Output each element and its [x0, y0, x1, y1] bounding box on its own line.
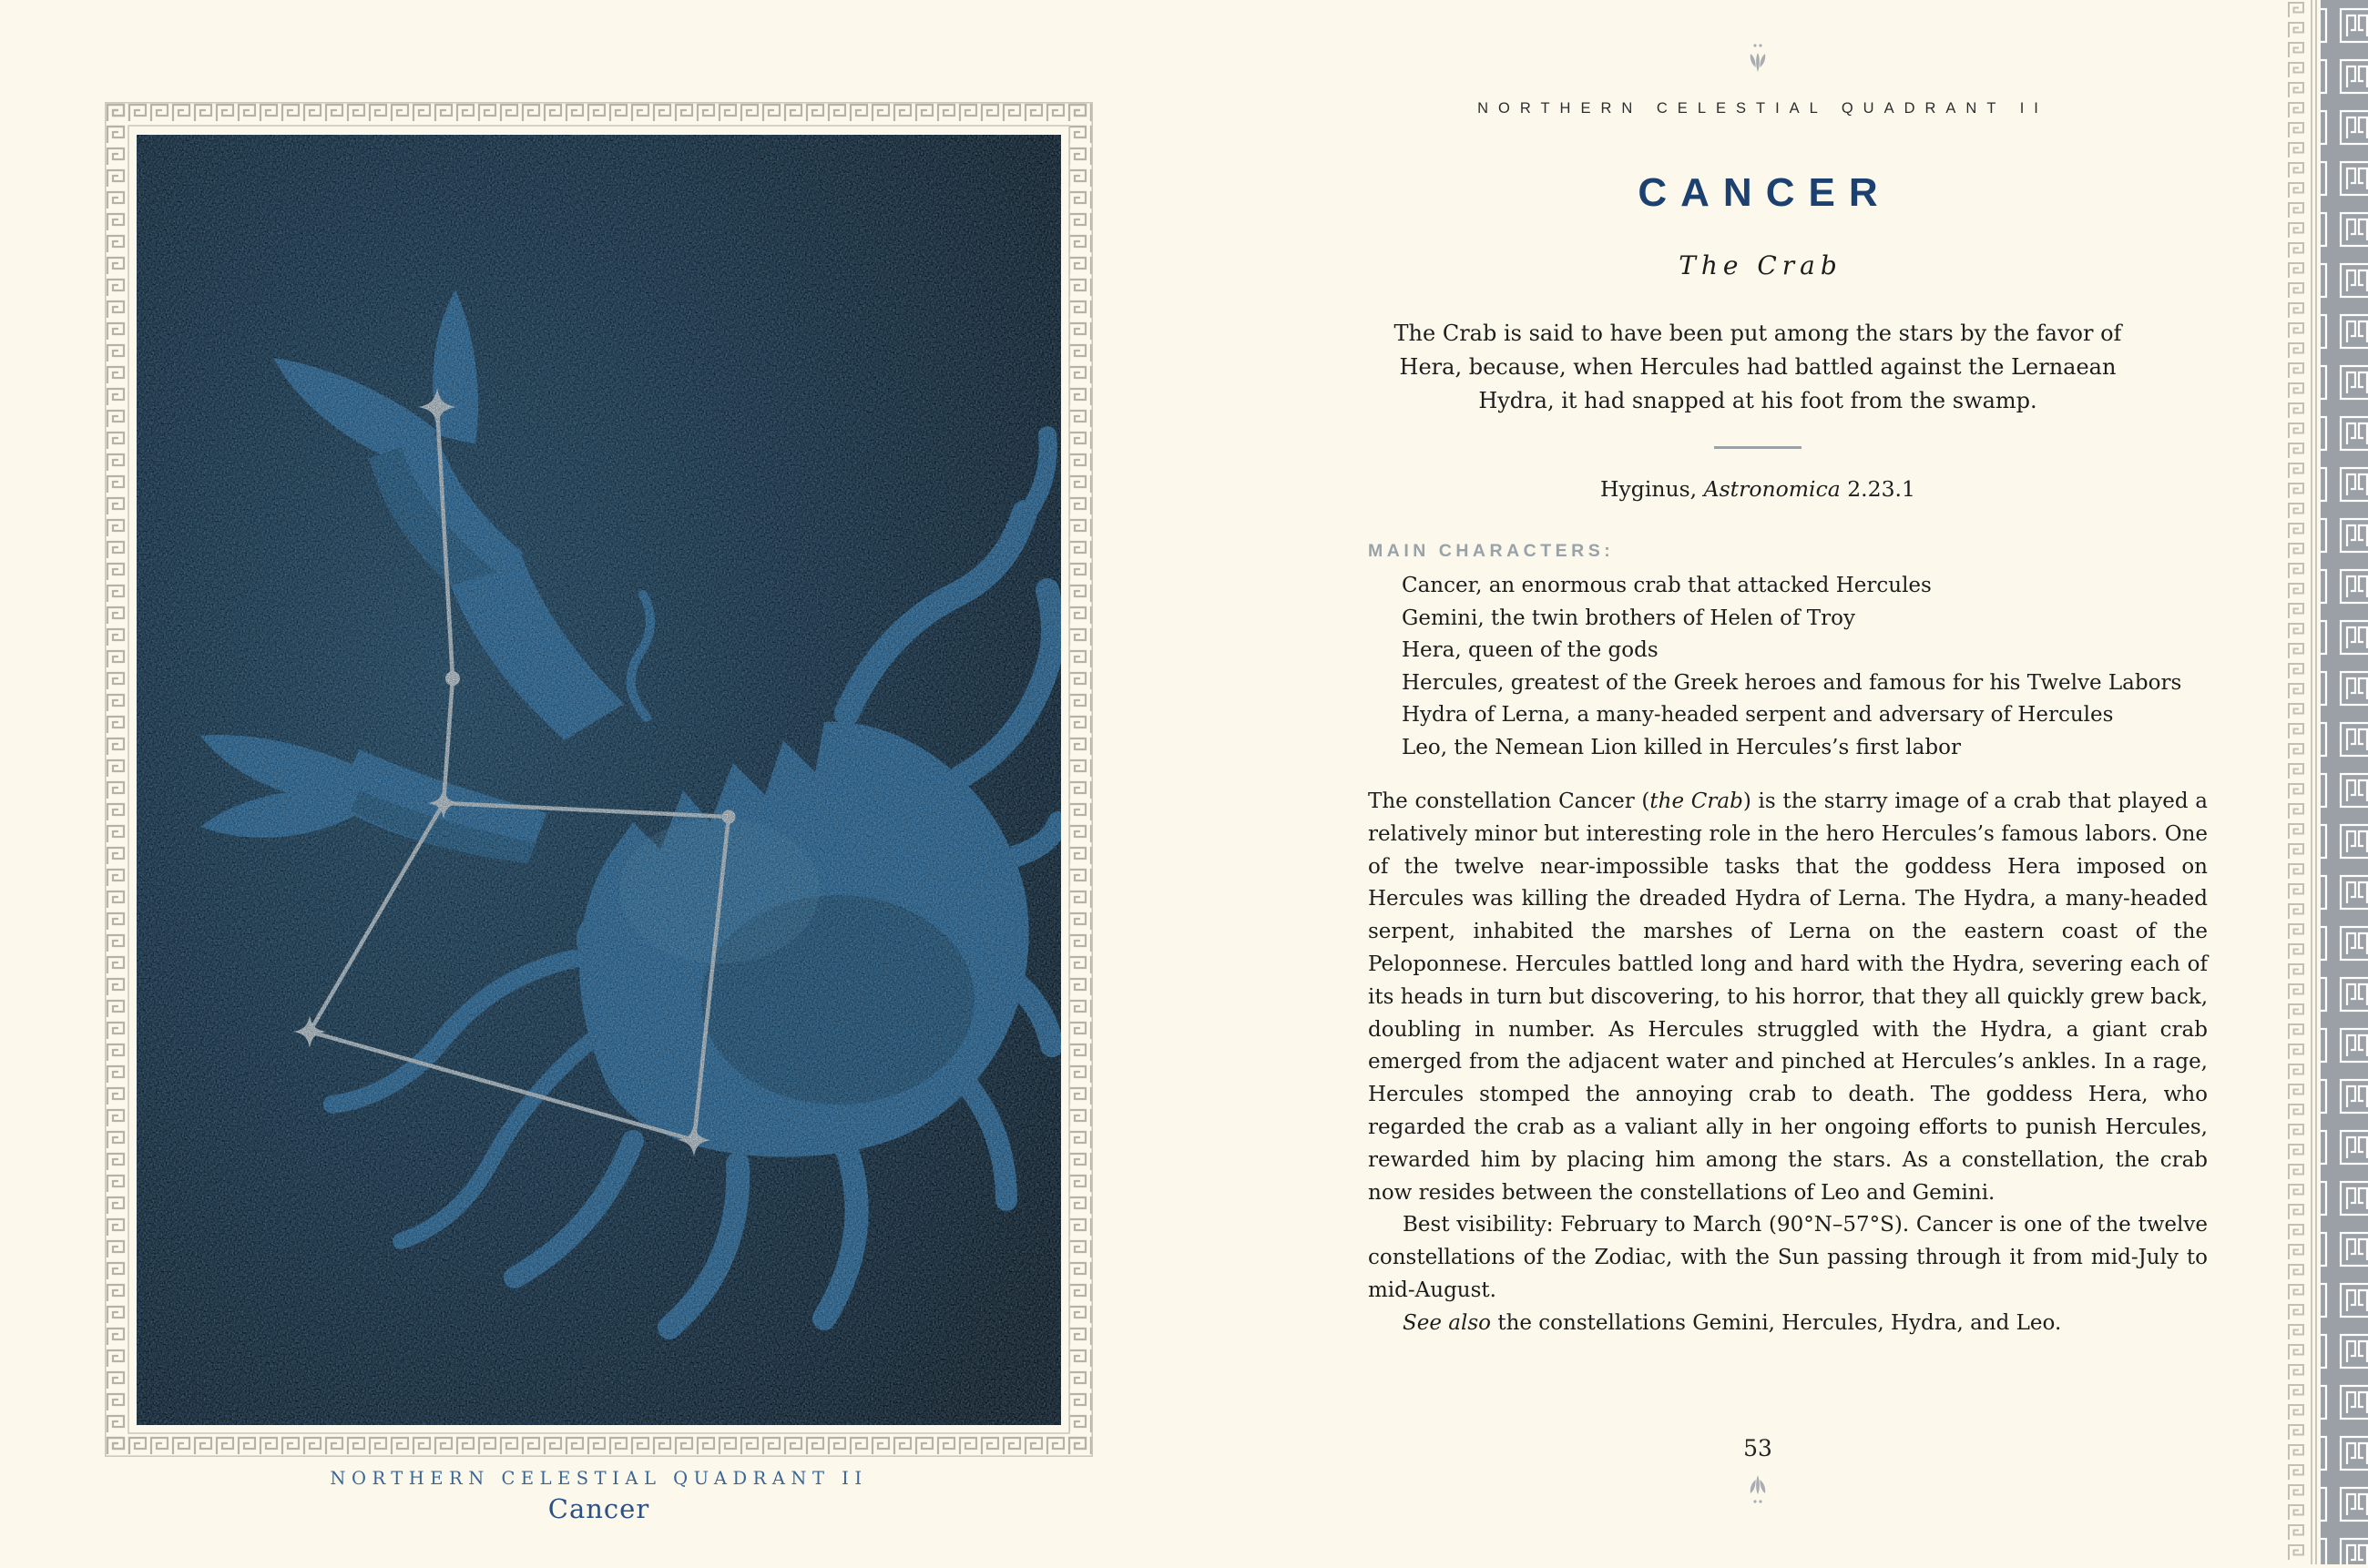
page-subtitle: The Crab: [1679, 250, 1842, 280]
body-paragraph: See also the constellations Gemini, Hercules, Hydra, and Leo.: [1403, 1310, 2062, 1335]
epigraph-line: The Crab is said to have been put among the stars by the favor of: [1393, 321, 2122, 346]
divider-rule: [1714, 446, 1802, 449]
character-item: Gemini, the twin brothers of Helen of Troy: [1402, 606, 1855, 630]
page-number: 53: [1743, 1435, 1772, 1461]
character-item: Hera, queen of the gods: [1402, 638, 1659, 662]
constellation-plate: [105, 102, 1093, 1457]
character-item: Hercules, greatest of the Greek heroes and famous for his Twelve Labors: [1402, 670, 2182, 695]
epigraph-attribution: Hyginus, Astronomica 2.23.1: [1600, 475, 1915, 502]
right-page-body: [1368, 541, 2208, 1340]
fleur-up-icon: [1738, 1469, 1778, 1505]
fleur-down-icon: [1738, 42, 1778, 78]
page-title: CANCER: [1638, 170, 1892, 215]
epigraph-line: Hera, because, when Hercules had battled against the Lernaean: [1399, 354, 2117, 380]
character-item: Leo, the Nemean Lion killed in Hercules’s first labor: [1402, 735, 1961, 759]
characters-heading: MAIN CHARACTERS:: [1368, 541, 1615, 561]
body-paragraphs: [1368, 786, 2208, 1340]
right-page-header: [1366, 42, 2149, 502]
epigraph: [1366, 317, 2149, 418]
characters-list: [1368, 570, 2208, 764]
plate-caption: [105, 1468, 1093, 1524]
body-paragraph: The constellation Cancer (the Crab) is the starry image of a crab that played a relatively minor but interesting role in the hero Hercules’s famous labors. One of the twelve near-impossible tasks that the goddess Hera imposed on Hercules was killing the dreaded Hydra of Lerna. The Hydra, a many-headed serpent, inhabited the marshes of Lerna on the eastern coast of the Peloponnese. Hercules battled long and hard with the Hydra, severing each of its heads in turn but discovering, to his horror, that they all quickly grew back, doubling in number. As Hercules struggled with the Hydra, a giant crab emerged from the adjacent water and pinched at Hercules’s ankles. In a rage, Hercules stomped the annoying crab to death. The goddess Hera, who regarded the crab as a valiant ally in her ongoing efforts to punish Hercules, rewarded him by placing him among the stars. As a constellation, the crab now resides between the constellations of Leo and Gemini.: [1368, 789, 2208, 1205]
body-paragraph: Best visibility: February to March (90°N–57°S). Cancer is one of the twelve constellations of the Zodiac, with the Sun passing through it from mid-July to mid-August.: [1368, 1213, 2208, 1302]
character-item: Hydra of Lerna, a many-headed serpent and adversary of Hercules: [1402, 703, 2114, 727]
left-caption-title: Cancer: [547, 1493, 650, 1524]
character-item: Cancer, an enormous crab that attacked Hercules: [1402, 574, 1932, 597]
section-kicker: NORTHERN CELESTIAL QUADRANT II: [1477, 100, 2048, 117]
cancer-crab-illustration: [105, 102, 1093, 1457]
epigraph-line: Hydra, it had snapped at his foot from the swamp.: [1478, 388, 2037, 413]
page-footer: [1366, 1435, 2149, 1509]
book-edge-border: [2286, 0, 2368, 1564]
left-caption-kicker: NORTHERN CELESTIAL QUADRANT II: [330, 1468, 868, 1489]
greek-key-edge-band: [2286, 0, 2368, 1564]
